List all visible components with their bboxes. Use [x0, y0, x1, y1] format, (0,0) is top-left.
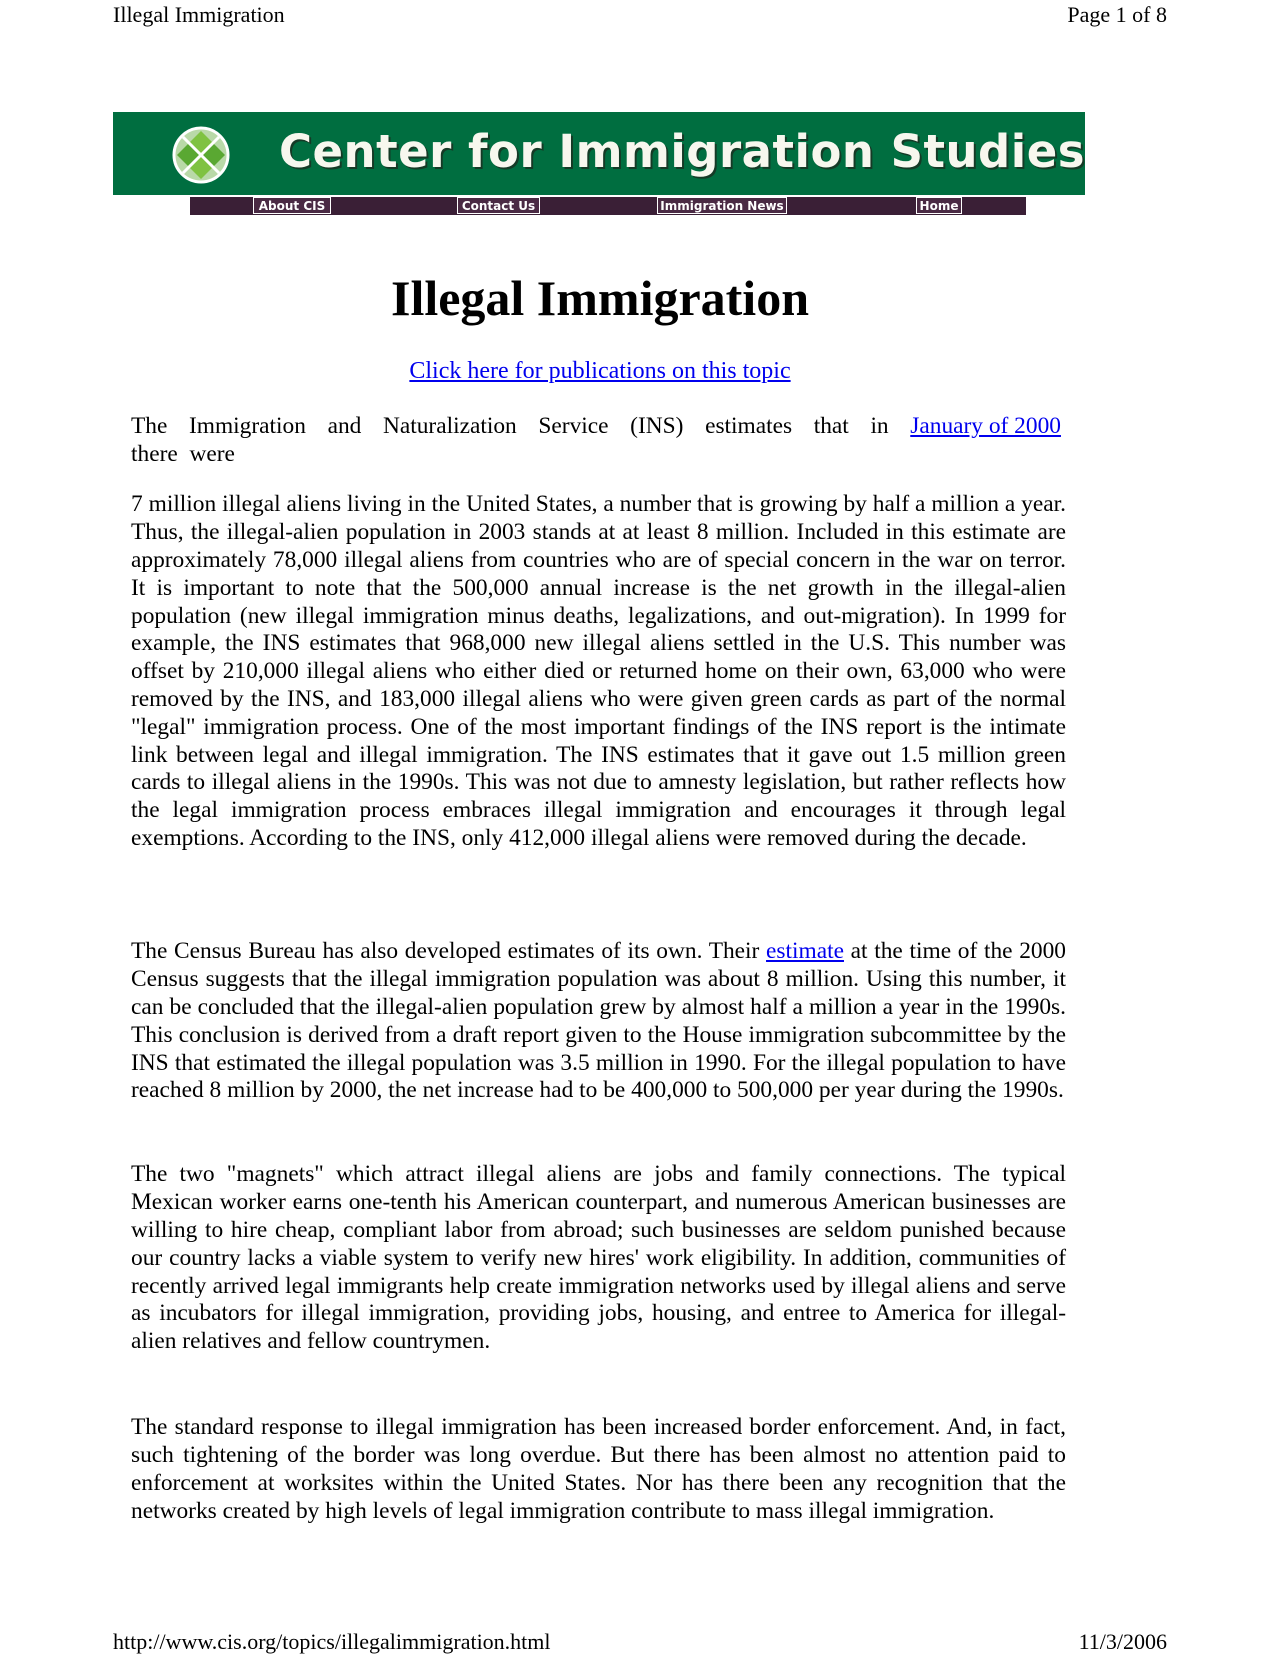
nav-home[interactable]: Home: [916, 197, 962, 214]
paragraph-2: The Census Bureau has also developed estimates of its own. Their estimate at the time of the 2000 Census suggests that the illegal immigration population was about 8 million. Using this number, it can be concluded that the illegal-alien population grew by almost half a million a year in the 1990s. This conclusion is derived from a draft report given to the House immigration subcommittee by the INS that estimated the illegal population was 3.5 million in 1990. For the illegal population to have reached 8 million by 2000, the net increase had to be 400,000 to 500,000 per year during the 1990s.: [131, 938, 1066, 1104]
nav-immigration-news[interactable]: Immigration News: [657, 197, 787, 214]
january-2000-link[interactable]: January of 2000: [910, 413, 1061, 439]
paragraph-1-body: 7 million illegal aliens living in the United States, a number that is growing by half a million a year. Thus, the illegal-alien population in 2003 stands at at least 8 million. Included in this estimate are approximately 78,000 illegal aliens from countries who are of special concern in the war on terror. It is important to note that the 500,000 annual increase is the net growth in the illegal-alien population (new illegal immigration minus deaths, legalizations, and out-migration). In 1999 for example, the INS estimates that 968,000 new illegal aliens settled in the U.S. This number was offset by 210,000 illegal aliens who either died or returned home on their own, 63,000 who were removed by the INS, and 183,000 illegal aliens who were given green cards as part of the normal "legal" immigration process. One of the most important findings of the INS report is the intimate link between legal and illegal immigration. The INS estimates that it gave out 1.5 million green cards to illegal aliens in the 1990s. This was not due to amnesty legislation, but rather reflects how the legal immigration process embraces illegal immigration and encourages it through legal exemptions. According to the INS, only 412,000 illegal aliens were removed during the decade.: [131, 491, 1066, 851]
publications-link-wrap: [0, 356, 1200, 386]
page-header-title: Illegal Immigration: [113, 2, 285, 27]
cis-logo-icon: [171, 125, 231, 185]
paragraph-1-intro: [131, 413, 1066, 469]
publications-link[interactable]: Click here for publications on this topic: [409, 358, 791, 384]
page-url: http://www.cis.org/topics/illegalimmigration.html: [113, 1629, 551, 1654]
page-title: Illegal Immigration: [390, 270, 810, 326]
paragraph-4: The standard response to illegal immigration has been increased border enforcement. And, in fact, such tightening of the border was long overdue. But there has been almost no attention paid to enforcement at worksites within the United States. Nor has there been any recognition that the networks created by high levels of legal immigration contribute to mass illegal immigration.: [131, 1414, 1066, 1524]
paragraph-1-first-line: The Immigration and Naturalization Service (INS) estimates that in January of 2000: [131, 413, 1061, 439]
site-title: Center for Immigration Studies: [279, 125, 1085, 178]
page-number: Page 1 of 8: [1067, 2, 1167, 27]
paragraph-3: The two "magnets" which attract illegal aliens are jobs and family connections. The typical Mexican worker earns one-tenth his American counterpart, and numerous American businesses are willing to hire cheap, compliant labor from abroad; such businesses are seldom punished because our country lacks a viable system to verify new hires' work eligibility. In addition, communities of recently arrived legal immigrants help create immigration networks used by illegal aliens and serve as incubators for illegal immigration, providing jobs, housing, and entree to America for illegal-alien relatives and fellow countrymen.: [131, 1161, 1066, 1355]
paragraph-1-second-line: there were: [131, 440, 235, 467]
site-banner: [113, 112, 1085, 195]
estimate-link[interactable]: estimate: [766, 938, 844, 965]
nav-about-cis[interactable]: About CIS: [253, 197, 331, 214]
nav-contact-us[interactable]: Contact Us: [457, 197, 540, 214]
print-date: 11/3/2006: [1078, 1629, 1167, 1654]
